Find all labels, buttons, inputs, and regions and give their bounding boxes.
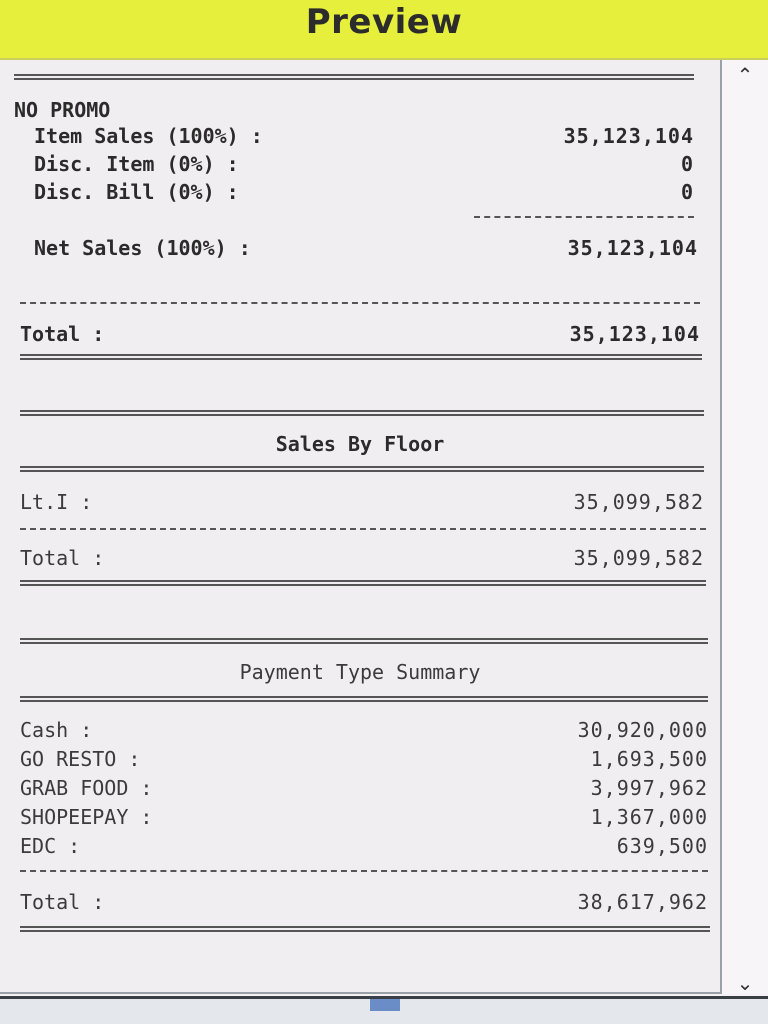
double-rule: [20, 354, 702, 360]
row-value: 30,920,000: [577, 718, 708, 742]
row-label: GO RESTO :: [20, 747, 141, 771]
chevron-down-icon[interactable]: ⌄: [736, 971, 754, 995]
row-value: 35,099,582: [573, 546, 704, 570]
net-sales-row: [34, 236, 698, 262]
row-value: 3,997,962: [590, 776, 708, 800]
payment-heading: Payment Type Summary: [239, 660, 481, 684]
row-value: 1,367,000: [590, 805, 708, 829]
title-bar: [0, 0, 768, 60]
window-title: Preview: [305, 2, 463, 42]
double-rule: [20, 410, 704, 416]
row-label: Disc. Item (0%) :: [34, 152, 239, 176]
taskbar-tab[interactable]: [370, 999, 400, 1011]
row-label: Total :: [20, 322, 105, 346]
disc-bill-row: [34, 180, 694, 206]
dashed-rule: [474, 216, 694, 218]
receipt-preview: [0, 60, 722, 994]
double-rule: [14, 74, 694, 80]
row-label: GRAB FOOD :: [20, 776, 153, 800]
row-label: Total :: [20, 546, 105, 570]
row-label: Net Sales (100%) :: [34, 236, 251, 260]
row-label: Item Sales (100%) :: [34, 124, 263, 148]
floor-total-row: [20, 546, 704, 572]
payment-row-go-resto: [20, 747, 708, 773]
row-value: 0: [680, 180, 694, 204]
row-value: 35,123,104: [563, 124, 694, 148]
double-rule: [20, 926, 710, 932]
double-rule: [20, 638, 708, 644]
dashed-rule: [20, 302, 700, 304]
double-rule: [20, 466, 704, 472]
row-label: EDC :: [20, 834, 81, 858]
chevron-up-icon[interactable]: ⌃: [736, 63, 754, 87]
promo-total-row: [20, 322, 700, 348]
dashed-rule: [20, 528, 706, 530]
row-value: 639,500: [616, 834, 708, 858]
payment-total-row: [20, 890, 708, 916]
double-rule: [20, 696, 708, 702]
row-value: 35,099,582: [573, 490, 704, 514]
double-rule: [20, 580, 706, 586]
row-label: Lt.I :: [20, 490, 93, 514]
row-value: 0: [680, 152, 694, 176]
payment-row-edc: [20, 834, 708, 860]
vertical-scrollbar[interactable]: [722, 60, 768, 994]
dashed-rule: [20, 870, 708, 872]
row-label: Cash :: [20, 718, 93, 742]
payment-row-grab-food: [20, 776, 708, 802]
row-value: 35,123,104: [569, 322, 700, 346]
preview-window: [0, 60, 768, 1000]
row-label: Total :: [20, 890, 105, 914]
promo-heading: NO PROMO: [14, 98, 111, 122]
row-value: 35,123,104: [567, 236, 698, 260]
floor-row: [20, 490, 704, 516]
bottom-strip: [0, 996, 768, 1024]
row-value: 38,617,962: [577, 890, 708, 914]
row-label: Disc. Bill (0%) :: [34, 180, 239, 204]
payment-row-shopeepay: [20, 805, 708, 831]
row-label: SHOPEEPAY :: [20, 805, 153, 829]
payment-row-cash: [20, 718, 708, 744]
disc-item-row: [34, 152, 694, 178]
floor-heading: Sales By Floor: [275, 432, 445, 456]
row-value: 1,693,500: [590, 747, 708, 771]
item-sales-row: [34, 124, 694, 150]
